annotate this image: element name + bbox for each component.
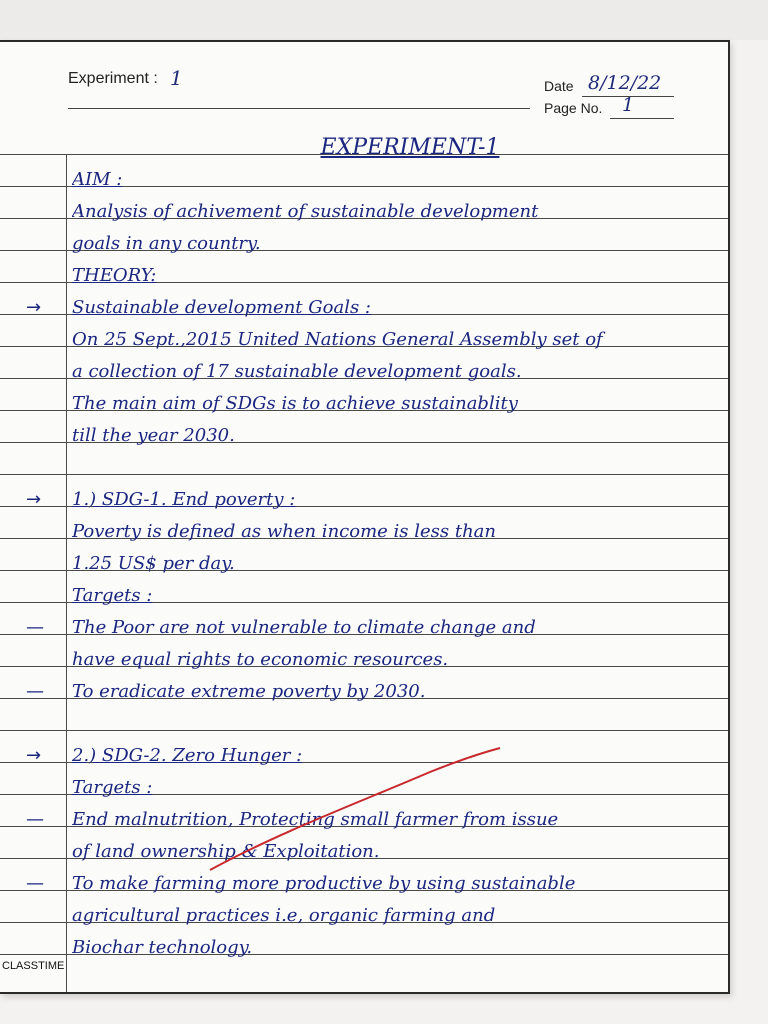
dash-marker: — bbox=[26, 873, 44, 894]
background-top bbox=[0, 0, 768, 40]
note-line: Poverty is defined as when income is less than bbox=[72, 521, 496, 542]
note-line: 1.) SDG-1. End poverty : bbox=[72, 489, 296, 510]
note-line: of land ownership & Exploitation. bbox=[72, 841, 380, 862]
note-line bbox=[72, 452, 730, 484]
note-line: EXPERIMENT-1 bbox=[320, 135, 500, 160]
date-value: 8/12/22 bbox=[588, 72, 662, 94]
note-line: To eradicate extreme poverty by 2030. bbox=[72, 681, 426, 702]
arrow-marker: → bbox=[26, 745, 42, 766]
experiment-value: 1 bbox=[170, 66, 183, 90]
page-no-label: Page No. bbox=[544, 100, 603, 116]
margin-line bbox=[66, 154, 67, 992]
note-line: agricultural practices i.e, organic farming and bbox=[72, 905, 496, 926]
note-line: 2.) SDG-2. Zero Hunger : bbox=[72, 745, 303, 766]
note-line: The Poor are not vulnerable to climate change and bbox=[72, 617, 536, 638]
note-line: THEORY: bbox=[72, 265, 157, 286]
dash-marker: — bbox=[26, 809, 44, 830]
note-line: Biochar technology. bbox=[72, 937, 253, 958]
page-no-underline bbox=[610, 118, 674, 119]
page-no-value: 1 bbox=[622, 94, 635, 116]
experiment-underline bbox=[68, 108, 530, 109]
note-line: goals in any country. bbox=[72, 233, 261, 254]
note-line: till the year 2030. bbox=[72, 425, 235, 446]
date-label: Date bbox=[544, 78, 574, 94]
note-line: Targets : bbox=[72, 777, 153, 798]
note-line: have equal rights to economic resources. bbox=[72, 649, 449, 670]
note-line: Analysis of achivement of sustainable development bbox=[72, 201, 539, 222]
notebook-page bbox=[0, 40, 730, 994]
note-line: Targets : bbox=[72, 585, 153, 606]
note-line bbox=[72, 708, 730, 740]
note-line: End malnutrition, Protecting small farmer from issue bbox=[72, 809, 559, 830]
note-line: AIM : bbox=[72, 169, 123, 190]
note-line: To make farming more productive by using sustainable bbox=[72, 873, 576, 894]
note-line: The main aim of SDGs is to achieve sustainablity bbox=[72, 393, 518, 414]
brand-label: CLASSTIME bbox=[2, 960, 65, 972]
arrow-marker: → bbox=[26, 297, 42, 318]
note-line: a collection of 17 sustainable development goals. bbox=[72, 361, 522, 382]
note-line: On 25 Sept.,2015 United Nations General Assembly set of bbox=[72, 329, 603, 350]
experiment-label: Experiment : bbox=[68, 70, 158, 87]
dash-marker: — bbox=[26, 681, 44, 702]
note-line: Sustainable development Goals : bbox=[72, 297, 371, 318]
red-strike-mark bbox=[200, 742, 520, 882]
dash-marker: — bbox=[26, 617, 44, 638]
note-line: 1.25 US$ per day. bbox=[72, 553, 235, 574]
arrow-marker: → bbox=[26, 489, 42, 510]
